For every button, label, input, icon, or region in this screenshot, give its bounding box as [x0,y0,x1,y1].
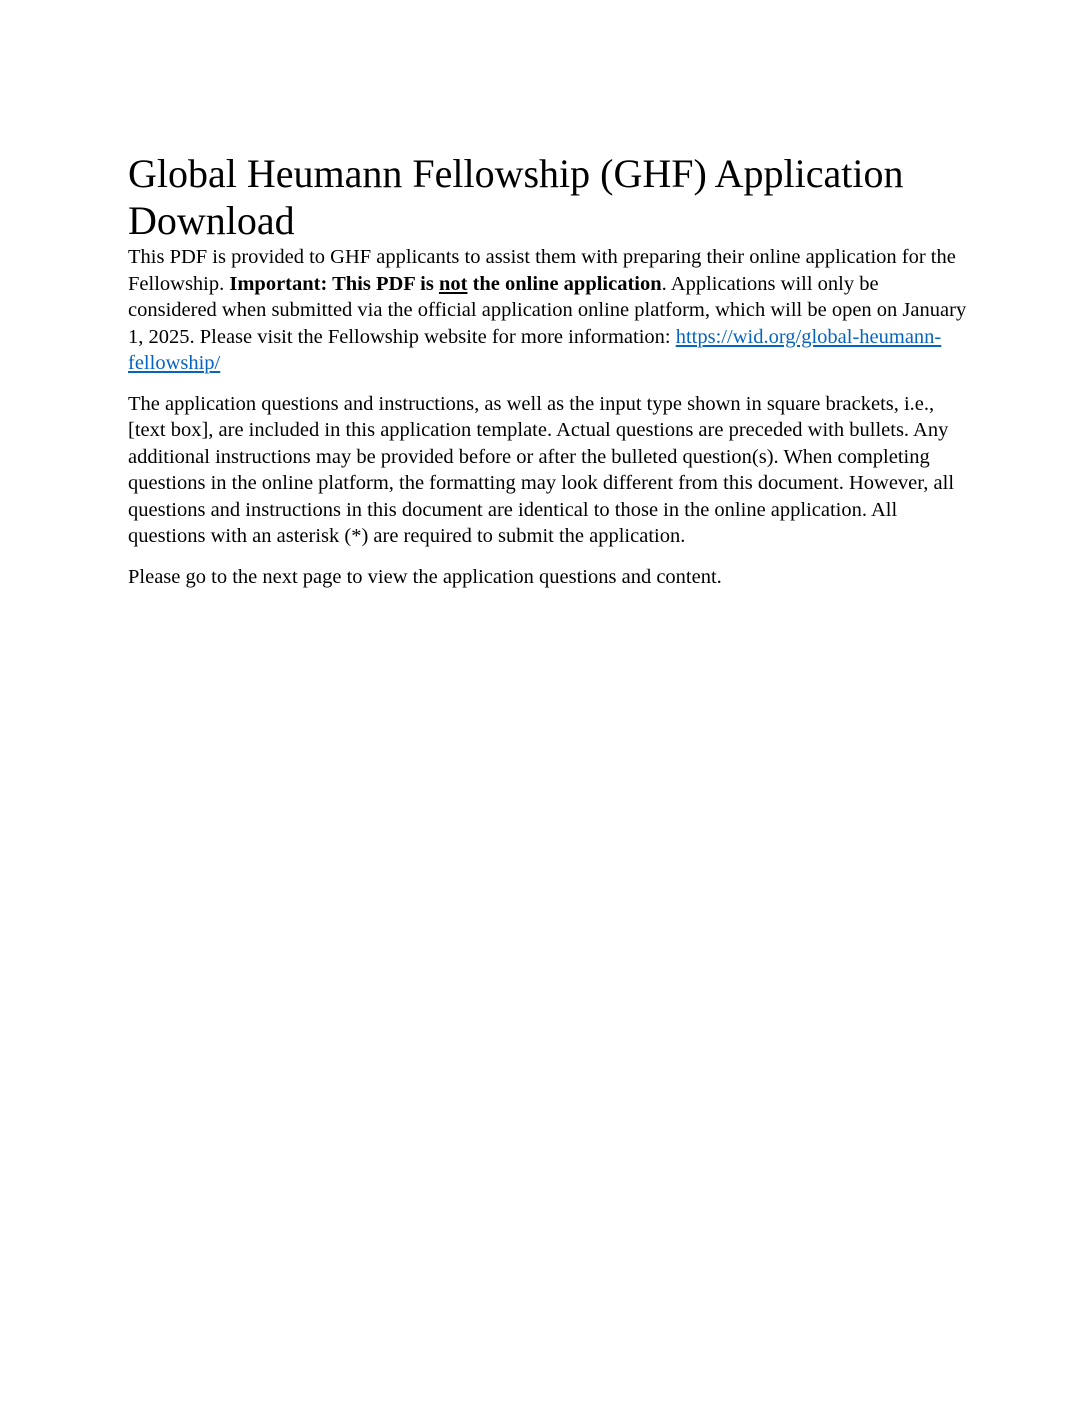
intro-paragraph [128,244,968,377]
document-title: Global Heumann Fellowship (GHF) Application Download [128,151,904,243]
next-page-note: Please go to the next page to view the application questions and content. [128,565,722,588]
important-label: Important: This PDF is [229,272,439,295]
intro-text-continued: . Applications will only be considered when submitted via the official application online platform, which will be open on January 1, 2025. Please visit the Fellowship website for more information: [128,272,967,348]
intro-text: This PDF is provided to GHF applicants to assist them with preparing their online application for the Fellowship. [128,246,956,295]
important-not: not [438,272,468,295]
fellowship-website-link[interactable]: https://wid.org/global-heumann-fellowship/ [128,325,942,374]
instructions-paragraph: The application questions and instructions, as well as the input type shown in square brackets, i.e., [text box], are included in this application template. Actual questions are preceded with bullets. Any additional instructions may be provided before or after the bulleted question(s). When completing questions in the online platform, the formatting may look different from this document. However, all questions and instructions in this document are identical to those in the online application. All questions with an asterisk (*) are required to submit the application. [128,392,955,547]
important-rest: the online application [467,272,662,295]
document-page [128,150,968,604]
